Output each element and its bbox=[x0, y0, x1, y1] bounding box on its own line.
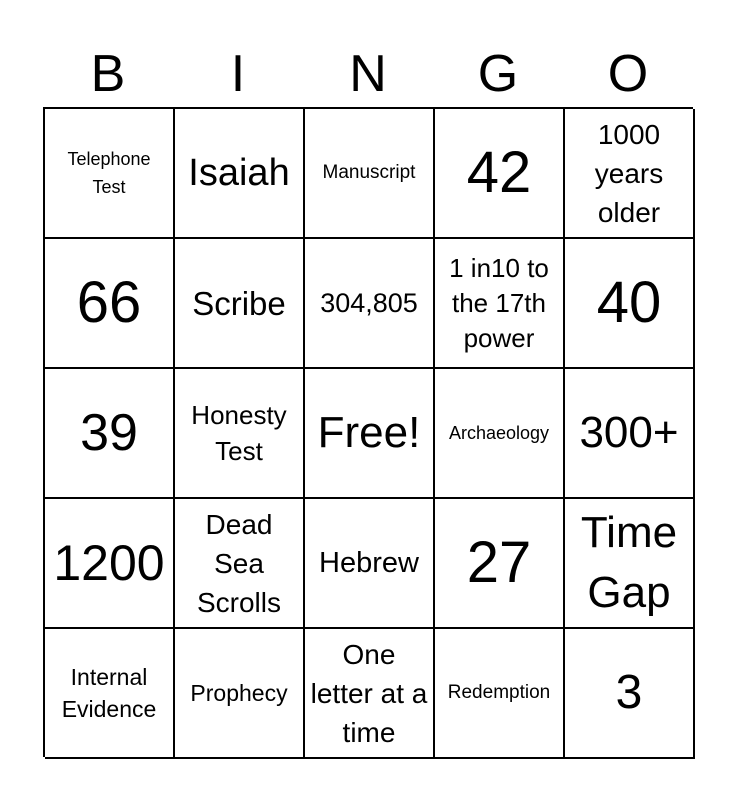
cell-text: 300+ bbox=[579, 408, 679, 457]
bingo-cell-honesty-test[interactable] bbox=[175, 369, 305, 499]
cell-text: 1 in10 to the 17th power bbox=[449, 252, 549, 353]
bingo-cell-66[interactable] bbox=[45, 239, 175, 369]
bingo-cell-manuscript[interactable] bbox=[305, 109, 435, 239]
cell-text: Dead Sea Scrolls bbox=[196, 508, 281, 618]
bingo-cell-time-gap[interactable] bbox=[565, 499, 695, 629]
bingo-cell-internal-evidence[interactable] bbox=[45, 629, 175, 759]
bingo-cell-archaeology[interactable] bbox=[435, 369, 565, 499]
header-letter-o: O bbox=[607, 45, 649, 103]
cell-text: 1200 bbox=[53, 535, 165, 591]
cell-text: Honesty Test bbox=[191, 400, 287, 466]
cell-text: Time Gap bbox=[580, 508, 678, 617]
cell-text: Telephone Test bbox=[67, 149, 151, 197]
cell-text: Scribe bbox=[192, 284, 286, 322]
bingo-cell-42[interactable] bbox=[435, 109, 565, 239]
cell-text: 27 bbox=[466, 530, 532, 595]
cell-text: Internal Evidence bbox=[61, 664, 157, 722]
bingo-cell-telephone-test[interactable] bbox=[45, 109, 175, 239]
bingo-cell-300-plus[interactable] bbox=[565, 369, 695, 499]
bingo-cell-1200[interactable] bbox=[45, 499, 175, 629]
header-letter-i: I bbox=[230, 45, 246, 103]
header-letter-b: B bbox=[90, 45, 126, 103]
bingo-cell-prophecy[interactable] bbox=[175, 629, 305, 759]
cell-text: Prophecy bbox=[190, 680, 288, 706]
cell-text: 40 bbox=[596, 270, 662, 335]
bingo-cell-free[interactable] bbox=[305, 369, 435, 499]
cell-text: 42 bbox=[466, 140, 532, 205]
bingo-cell-1-in-10-to-17th[interactable] bbox=[435, 239, 565, 369]
cell-text: 39 bbox=[80, 404, 138, 462]
cell-text: Manuscript bbox=[322, 162, 416, 183]
bingo-cell-27[interactable] bbox=[435, 499, 565, 629]
bingo-cell-304805[interactable] bbox=[305, 239, 435, 369]
cell-text: 1000 years older bbox=[594, 118, 664, 228]
cell-text: Redemption bbox=[447, 682, 551, 703]
bingo-cell-redemption[interactable] bbox=[435, 629, 565, 759]
bingo-cell-scribe[interactable] bbox=[175, 239, 305, 369]
cell-text: One letter at a time bbox=[310, 638, 428, 748]
bingo-board bbox=[43, 107, 693, 757]
cell-text: Isaiah bbox=[188, 152, 290, 194]
bingo-cell-39[interactable] bbox=[45, 369, 175, 499]
bingo-cell-one-letter-at-a-time[interactable] bbox=[305, 629, 435, 759]
bingo-cell-isaiah[interactable] bbox=[175, 109, 305, 239]
cell-text: 304,805 bbox=[320, 288, 418, 318]
bingo-cell-dead-sea-scrolls[interactable] bbox=[175, 499, 305, 629]
bingo-cell-3[interactable] bbox=[565, 629, 695, 759]
bingo-cell-hebrew[interactable] bbox=[305, 499, 435, 629]
bingo-cell-40[interactable] bbox=[565, 239, 695, 369]
bingo-cell-1000-years-older[interactable] bbox=[565, 109, 695, 239]
cell-text: 66 bbox=[76, 270, 142, 335]
cell-text: Free! bbox=[317, 408, 421, 457]
header-letter-g: G bbox=[477, 45, 519, 103]
header-letter-n: N bbox=[349, 45, 387, 103]
cell-text: Archaeology bbox=[448, 423, 550, 443]
bingo-header bbox=[43, 40, 693, 108]
cell-text: 3 bbox=[615, 666, 643, 719]
cell-text: Hebrew bbox=[319, 546, 419, 579]
